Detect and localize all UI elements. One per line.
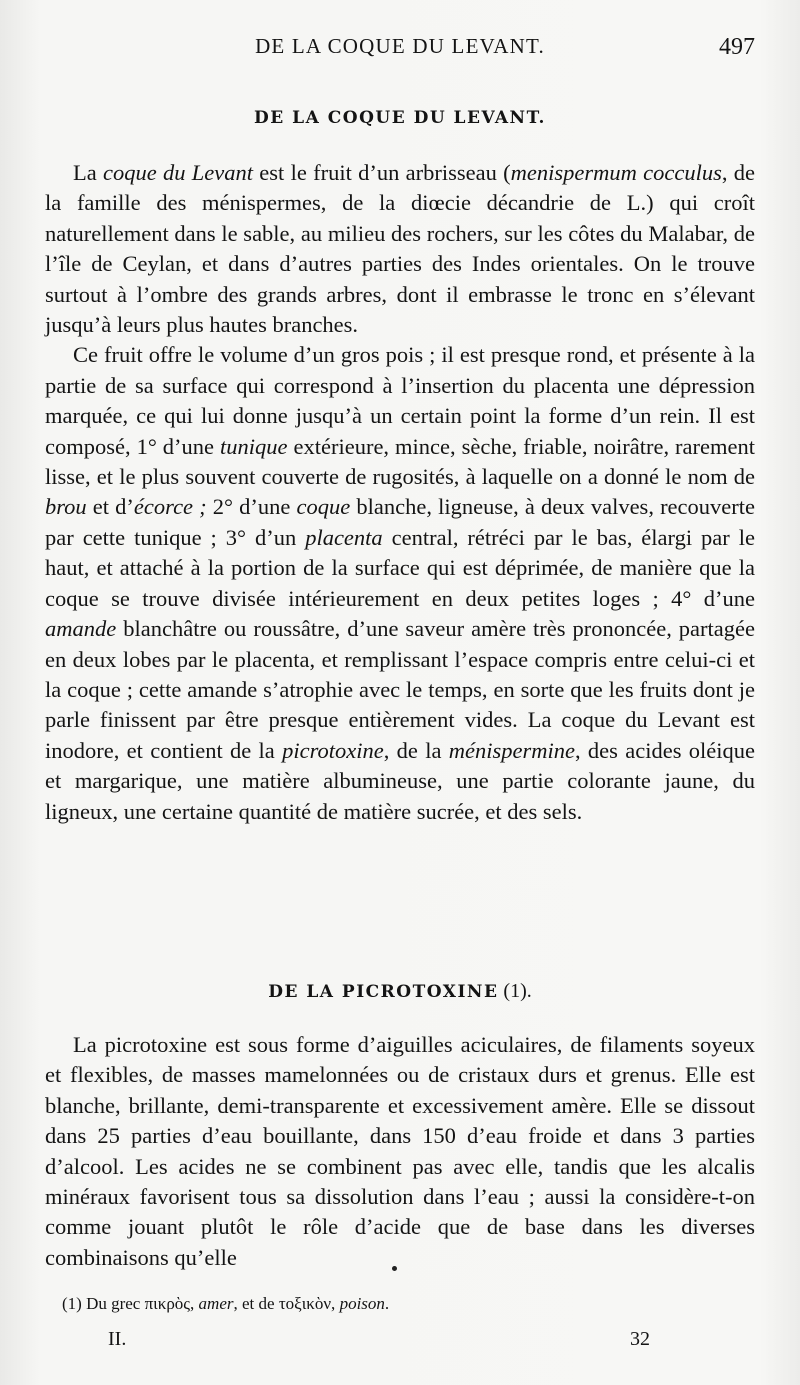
footnote-ref: (1).	[498, 980, 532, 1002]
paragraph-3: La picrotoxine est sous forme d’aiguilles aciculaires, de filaments soyeux et flexibles, de masses mamelonnées ou de cristaux durs et grenus. Elle est blanche, brillante, demi-transparente et excessivement amère. Elle se dissout dans 25 parties d’eau bouillante, dans 150 d’eau froide et dans 3 parties d’alcool. Les acides ne se combinent pas avec elle, tandis que les alcalis minéraux favorisent tous sa dissolution dans l’eau ; aussi la considère-t-on comme jouant plutôt le rôle d’acide que de base dans les diverses combinaisons qu’elle	[45, 1032, 755, 1270]
body-text-coque	[45, 158, 755, 827]
ornament-dot	[392, 1266, 397, 1271]
section-title-picrotoxine	[45, 980, 755, 1003]
running-head	[45, 34, 755, 66]
volume-number: II.	[108, 1328, 127, 1350]
signature-mark: 32	[630, 1328, 650, 1350]
body-text-picrotoxine	[45, 1030, 755, 1273]
page-number: 497	[719, 34, 755, 60]
paragraph-2: Ce fruit offre le volume d’un gros pois ; il est presque rond, et présente à la partie de sa surface qui correspond à l’insertion du placenta une dépression marquée, ce qui lui donne jusqu’à un certain point la forme d’un rein. Il est composé, 1° d’une tunique extérieure, mince, sèche, friable, noirâtre, rarement lisse, et le plus souvent couverte de rugosités, à laquelle on a donné le nom de brou et d’écorce ; 2° d’une coque blanche, ligneuse, à deux valves, recouverte par cette tunique ; 3° d’un placenta central, rétréci par le bas, élargi par le haut, et attaché à la portion de la surface qui est déprimée, de manière que la coque se trouve divisée intérieurement en deux petites loges ; 4° d’une amande blanchâtre ou roussâtre, d’une saveur amère très prononcée, partagée en deux lobes par le placenta, et remplissant l’espace compris entre celui-ci et la coque ; cette amande s’atrophie avec le temps, en sorte que les fruits dont je parle finissent par être presque entièrement vides. La coque du Levant est inodore, et contient de la picrotoxine, de la ménispermine, des acides oléique et margarique, une matière albumineuse, une partie colorante jaune, du ligneux, une certaine quantité de matière sucrée, et des sels.	[45, 342, 756, 824]
section-title-coque: DE LA COQUE DU LEVANT.	[254, 108, 546, 128]
section-title-text: DE LA PICROTOXINE	[268, 982, 499, 1002]
page-footer	[108, 1328, 650, 1351]
footnote: (1) Du grec πικρὸς, amer, et de τοξικὸν, poison.	[62, 1294, 390, 1313]
paragraph-1: La coque du Levant est le fruit d’un arbrisseau (menispermum cocculus, de la famille des ménispermes, de la diœcie décandrie de L.) qui croît naturellement dans le sable, au milieu des rochers, sur les côtes du Malabar, de l’île de Ceylan, et dans d’autres parties des Indes orientales. On le trouve surtout à l’ombre des grands arbres, dont il embrasse le tronc en s’élevant jusqu’à leurs plus hautes branches.	[45, 160, 755, 338]
running-title: DE LA COQUE DU LEVANT.	[255, 34, 545, 58]
